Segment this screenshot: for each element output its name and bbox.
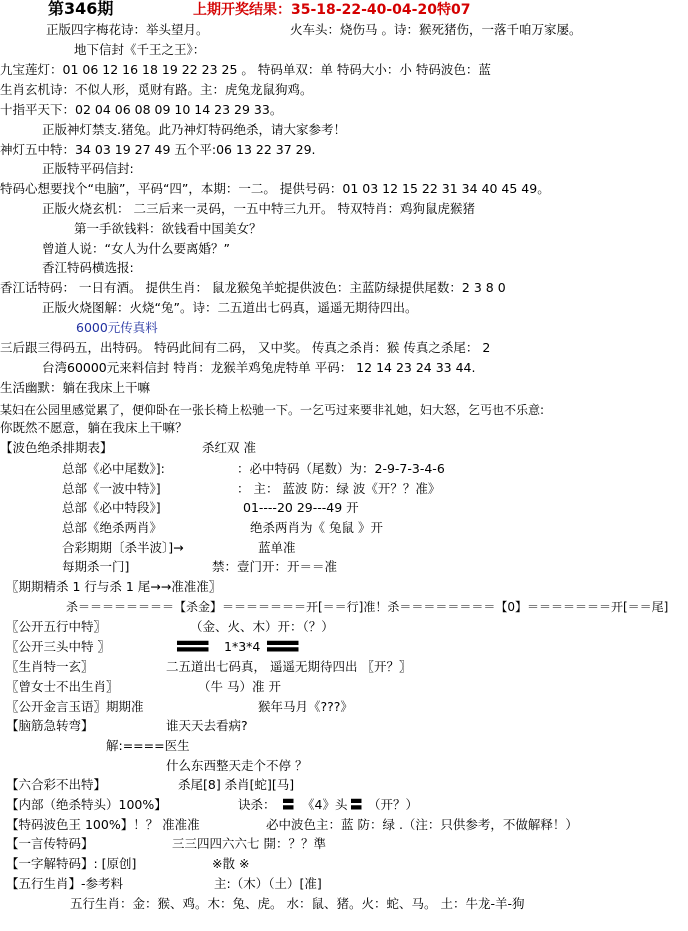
text-line: 三后跟三得码五，出特码。 特码此间有二码， 又中奖。 传真之杀肖：猴 传真之杀尾： 2 [0, 340, 491, 355]
text-line: 正版四字梅花诗：举头望月。 [46, 22, 209, 37]
section-header: 〖曾女士不出生肖〗 [6, 679, 119, 694]
text-line: 地下信封《千王之王》： [74, 42, 206, 57]
text-line: 诀杀： [238, 797, 276, 812]
section-header: 【脑筋急转弯】 [6, 718, 94, 733]
text-line: 五行生肖：金：猴、鸡。木：兔、虎。 水：鼠、猪。火：蛇、马。 土：牛龙-羊-狗 [70, 896, 525, 911]
bars-icon: 〓〓〓 [176, 639, 208, 654]
text-line: 生活幽默：躺在我床上干嘛 [0, 380, 151, 395]
text-line: 你既然不愿意，躺在我床上干嘛？ [0, 420, 188, 435]
text-line: 杀红双 准 [202, 440, 256, 455]
section-header: 【一字解特码】: [原创] [6, 856, 137, 871]
section-header: 〖公开金言玉语〗期期准 [6, 699, 144, 714]
text-line: 合彩期期〔杀半波〕]→ [62, 540, 184, 555]
text-line: 二五道出七码真， 遥遥无期待四出 〖开？〗 [166, 659, 412, 674]
text-line: 《4》头 [302, 797, 348, 812]
section-header: 〖公开五行中特〗 [6, 619, 107, 634]
section-header: 【波色绝杀排期表】 [0, 440, 113, 455]
text-line: 解:====医生 [106, 738, 190, 753]
text-line: 某妇在公园里感觉累了，便仰卧在一张长椅上松驰一下。一乞丐过来要非礼她，妇大怒，乞丐也不乐意: [0, 403, 545, 417]
text-line: 6000元传真料 [76, 320, 158, 335]
text-line: （金、火、木）开：（？） [190, 619, 334, 634]
text-line: 〖期期精杀 1 行与杀 1 尾→→准准准〗 [6, 579, 222, 594]
text-line: 谁天天去看病? [166, 718, 248, 733]
text-line: 绝杀两肖为《 兔鼠 》开 [250, 520, 383, 535]
text-line: 火车头：烧伤马 。诗：猴死猪伤，一落千咱万家屡。 [290, 22, 582, 37]
section-header: 【内部（绝杀特头）100%】 [6, 797, 167, 812]
text-line: 香江特码横选报: [42, 260, 134, 275]
text-line: 主:（木）（土）[准] [214, 876, 322, 891]
text-line: 正版火烧图解：火烧“兔”。诗：二五道出七码真，遥遥无期待四出。 [42, 300, 418, 315]
bars-icon: 〓 [282, 797, 293, 812]
text-line: ※散 ※ [212, 856, 250, 871]
text-line: 香江话特码： 一日有酒。 提供生肖： 鼠龙猴兔羊蛇提供波色：主蓝防绿提供尾数：2 3 8 0 [0, 280, 506, 295]
last-draw-result: 上期开奖结果：35-18-22-40-04-20特07 [193, 2, 471, 18]
text-line: 杀尾[8] 杀肖[蛇][马] [178, 777, 295, 792]
section-header: 【六合彩不出特】 [6, 777, 107, 792]
text-line: 曾道人说：“女人为什么要离婚？” [42, 241, 230, 256]
text-line: 蓝单准 [258, 540, 296, 555]
section-header: 【五行生肖】-参考料 [6, 876, 124, 891]
text-line: 必中波色主：蓝 防：绿 .（注：只供参考，不做解释！） [266, 817, 578, 832]
section-header: 〖公开三头中特 〗 [6, 639, 110, 654]
text-line: 杀＝＝＝＝＝＝＝＝【杀金】＝＝＝＝＝＝＝开[＝＝行]准！杀＝＝＝＝＝＝＝＝【0】＝＝＝＝＝＝＝开[＝＝尾] [66, 600, 669, 614]
text-line: 每期杀一门] [62, 559, 130, 574]
text-line: 总部《绝杀两肖》 [62, 520, 163, 535]
text-line: 第一手欲钱料：欲钱看中国美女？ [74, 221, 262, 236]
text-line: ： 主： 蓝波 防：绿 波《开？？准》 [237, 481, 441, 496]
text-line: 九宝莲灯：01 06 12 16 18 19 22 23 25 。 特码单双：单 特码大小：小 特码波色：蓝 [0, 62, 491, 77]
section-header: 〖生肖特一玄〗 [6, 659, 94, 674]
text-line: 总部《必中尾数》]: [62, 461, 165, 476]
text-line: 总部《一波中特》] [62, 481, 161, 496]
text-line: 禁：壹门开：开＝＝准 [212, 559, 338, 574]
text-line: 三三四四六六七 開：？？準 [172, 836, 326, 851]
text-line: 十指平天下：02 04 06 08 09 10 14 23 29 33。 [0, 102, 283, 117]
issue-title: 第346期 [48, 0, 114, 18]
text-line: 神灯五中特：34 03 19 27 49 五个平:06 13 22 37 29. [0, 142, 316, 157]
text-line: 猴年马月《???》 [258, 699, 353, 714]
text-line: 1*3*4 [224, 639, 261, 654]
text-line: （开？） [368, 797, 419, 812]
text-line: ：必中特码（尾数）为：2-9-7-3-4-6 [237, 461, 445, 476]
text-line: 生肖玄机诗：不似人形，觅财有路。主：虎兔龙鼠狗鸡。 [0, 82, 313, 97]
section-header: 【特码波色王 100%】！？ 准准准 [6, 817, 200, 832]
text-line: 台湾60000元来料信封 特肖：龙猴羊鸡兔虎特单 平码： 12 14 23 24 33 44. [42, 360, 476, 375]
bars-icon: 〓〓〓 [266, 639, 298, 654]
bars-icon: 〓 [350, 797, 361, 812]
text-line: 特码心想要找个“电脑”，平码“四”，本期：一二。 提供号码：01 03 12 15 22 31 34 40 45 49。 [0, 181, 550, 196]
text-line: 正版神灯禁支.猪兔。此乃神灯特码绝杀，请大家参考！ [42, 122, 346, 137]
text-line: （牛 马）准 开 [198, 679, 281, 694]
text-line: 什么东西整天走个不停 ？ [166, 758, 308, 773]
text-line: 正版特平码信封: [42, 161, 134, 176]
text-line: 01----20 29---49 开 [243, 500, 359, 515]
text-line: 总部《必中特段》] [62, 500, 161, 515]
text-line: 正版火烧玄机： 二三后来一灵码，一五中特三九开。 特双特肖：鸡狗鼠虎猴猪 [42, 201, 475, 216]
section-header: 【一言传特码】 [6, 836, 94, 851]
